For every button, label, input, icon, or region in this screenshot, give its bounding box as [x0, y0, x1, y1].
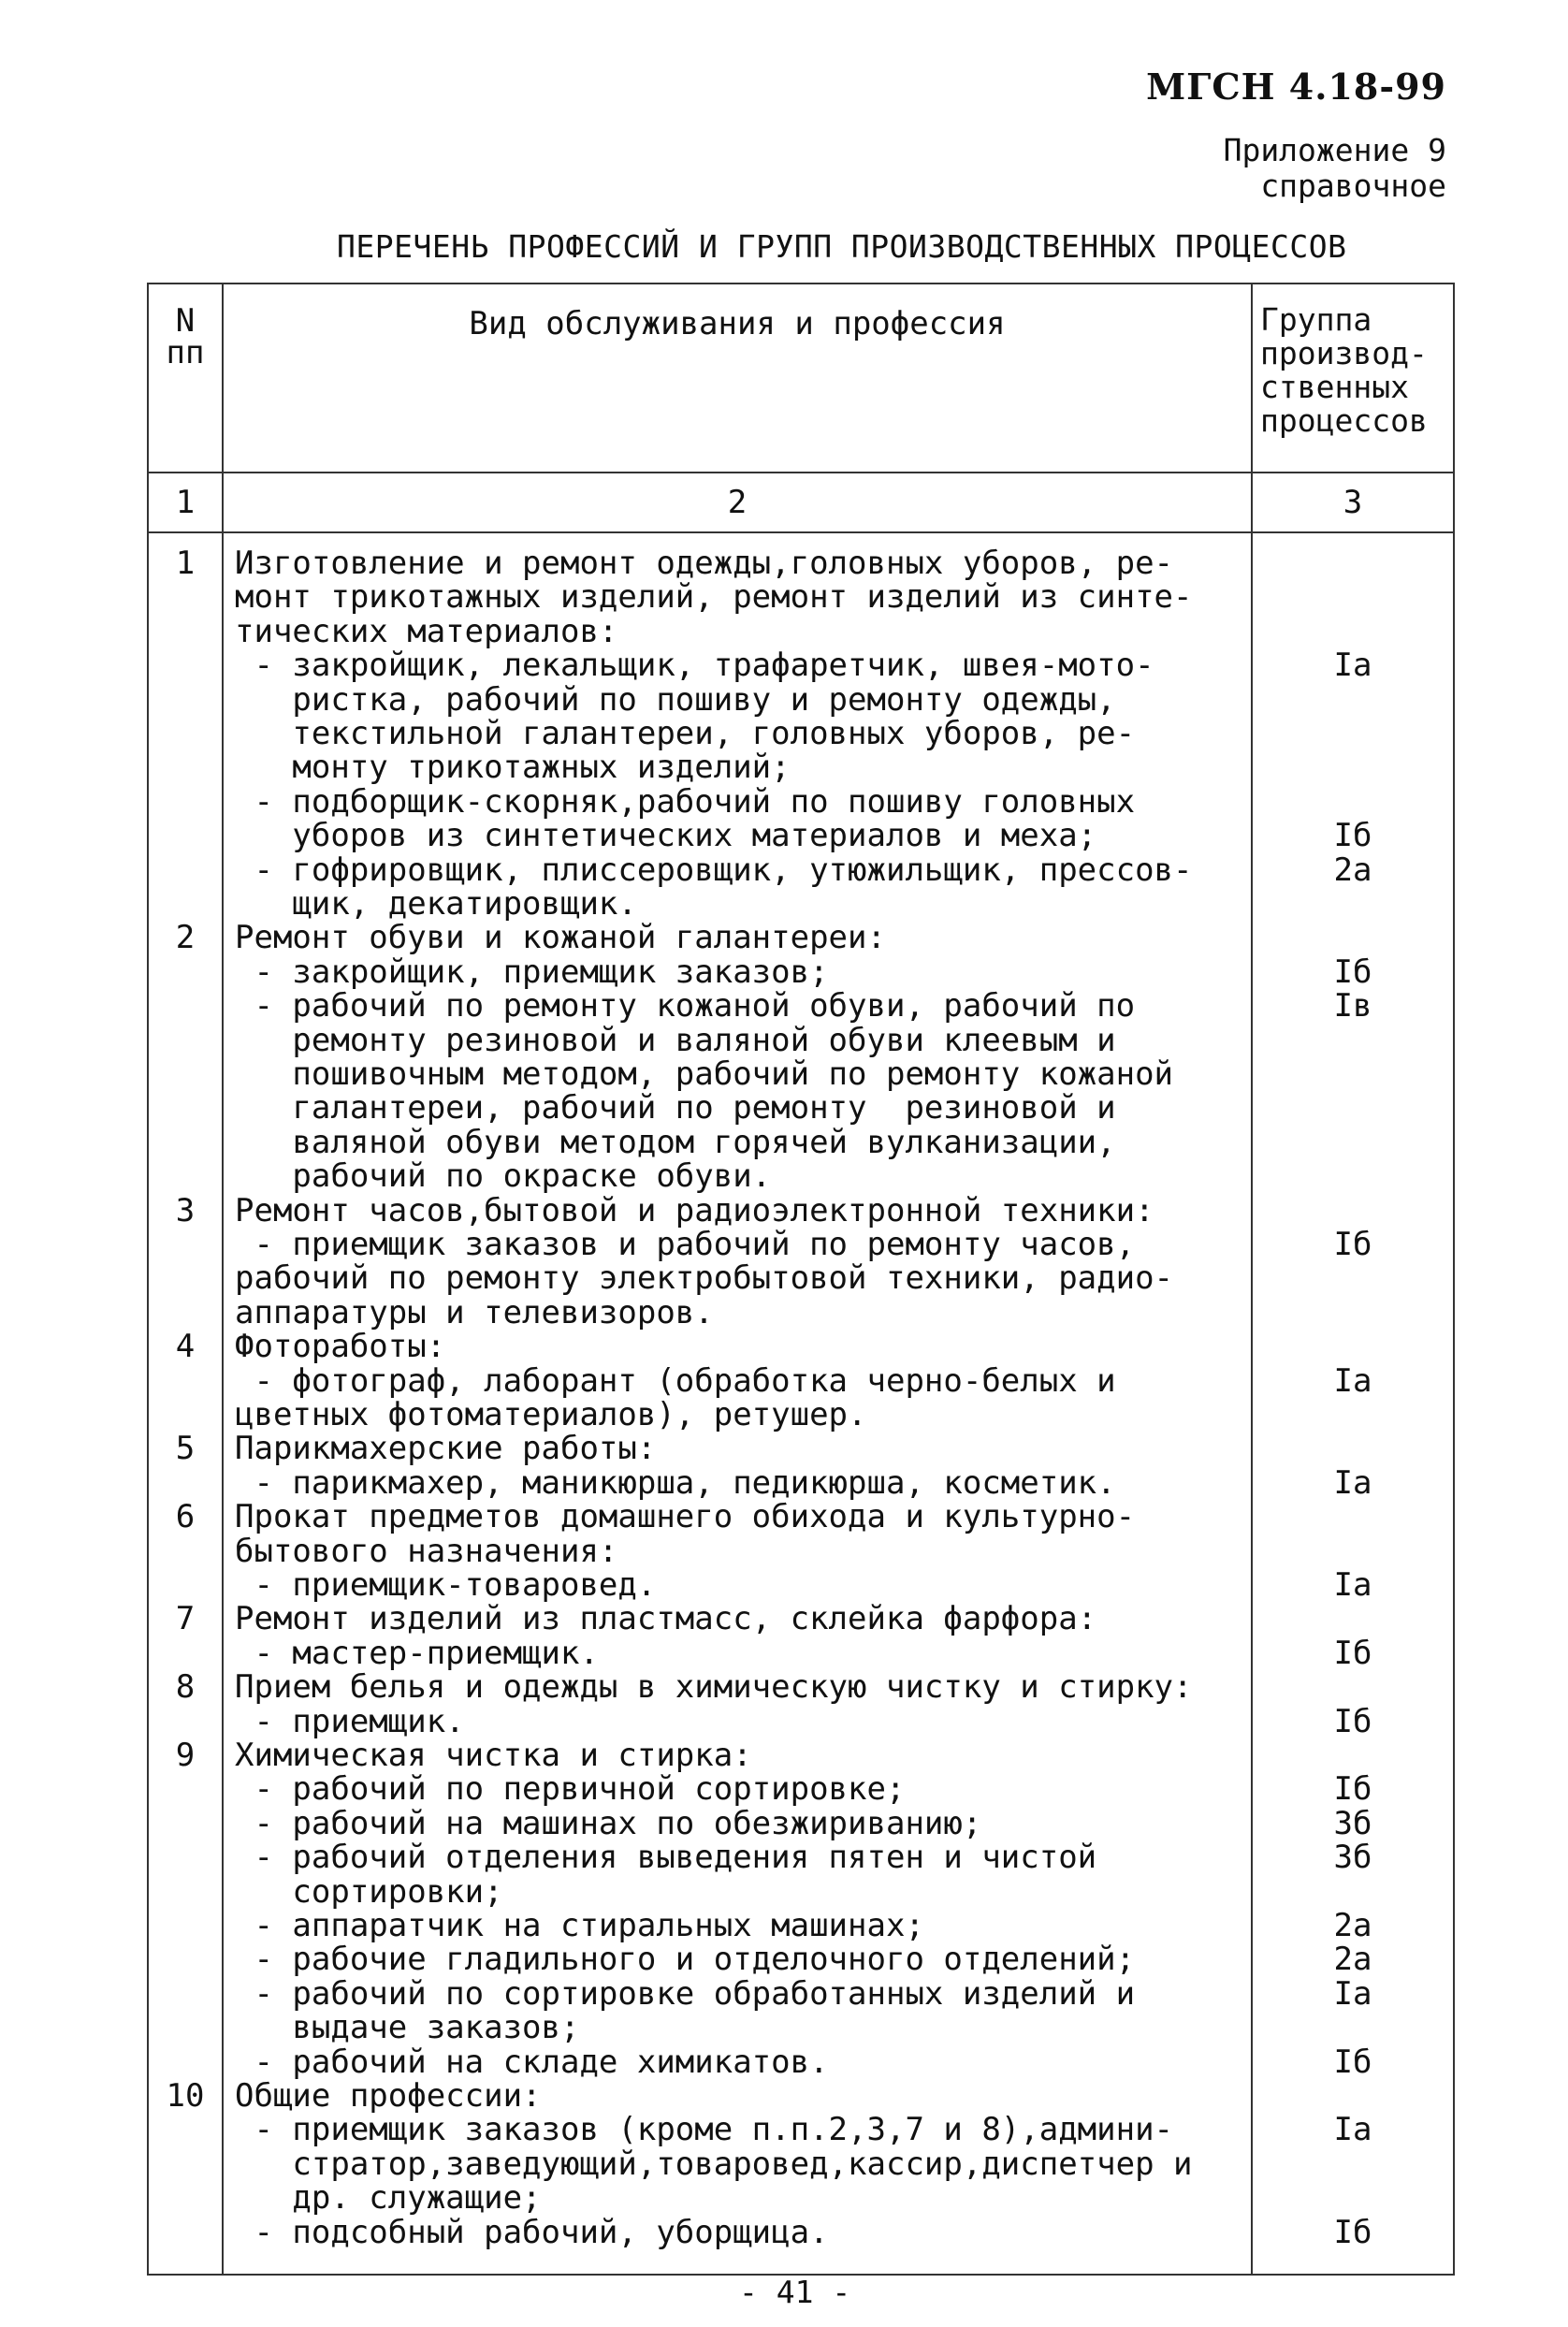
header-group-line: процессов [1260, 402, 1428, 439]
page-title: ПЕРЕЧЕНЬ ПРОФЕССИЙ И ГРУПП ПРОИЗВОДСТВЕННЫХ ПРОЦЕССОВ [337, 228, 1347, 265]
group-code [1253, 1875, 1453, 1909]
service-text-line: - фотограф, лаборант (обработка черно-белых и [235, 1361, 1116, 1400]
item-number [149, 615, 222, 648]
group-code: 2а [1333, 1907, 1372, 1944]
item-number: 2 [175, 919, 196, 957]
item-number [149, 2113, 222, 2146]
service-text-line: Химическая чистка и стирка: [235, 1737, 752, 1774]
column-number-row [148, 473, 1454, 532]
group-code [1253, 1602, 1453, 1636]
service-text-line: - мастер-приемщик. [235, 1634, 599, 1672]
appendix-label [1224, 133, 1446, 204]
item-number [149, 2147, 222, 2181]
item-number: 3 [175, 1191, 196, 1229]
header-group-line: ственных [1260, 369, 1409, 405]
header-number [148, 284, 223, 473]
item-number [149, 683, 222, 717]
group-code [1253, 2181, 1453, 2215]
item-number: 4 [175, 1328, 196, 1366]
group-code [1253, 1159, 1453, 1193]
group-code [1253, 785, 1453, 819]
column-number: 2 [223, 473, 1252, 532]
service-text-line: - аппаратчик на стиральных машинах; [235, 1907, 924, 1944]
group-code [1253, 2147, 1453, 2181]
item-number: 10 [166, 2077, 205, 2115]
service-text-line: - рабочий отделения выведения пятен и чистой [235, 1839, 1097, 1877]
group-code [1253, 1670, 1453, 1704]
document-code: МГСН 4.18-99 [1146, 65, 1446, 108]
header-service: Вид обслуживания и профессия [223, 284, 1252, 473]
group-code [1253, 1024, 1453, 1057]
group-code: Iб [1333, 953, 1372, 991]
group-code [1253, 750, 1453, 784]
service-text-line: Ремонт часов,бытовой и радиоэлектронной техники: [235, 1191, 1154, 1229]
item-number [149, 1705, 222, 1738]
item-number [149, 2045, 222, 2079]
group-code [1253, 615, 1453, 648]
service-text-line: - рабочие гладильного и отделочного отделений; [235, 1941, 1136, 1979]
item-number [149, 1228, 222, 1261]
group-code [1253, 1738, 1453, 1772]
group-code [1253, 717, 1453, 750]
service-text-line: - рабочий на складе химикатов. [235, 2043, 829, 2081]
service-text-line: - рабочий на машинах по обезжириванию; [235, 1804, 982, 1842]
service-text-line: бытового назначения: [235, 1532, 618, 1570]
service-text-line: - гофрировщик, плиссеровщик, утюжильщик, прессов- [235, 851, 1193, 889]
service-text-line: валяной обуви методом горячей вулканизации, [235, 1123, 1116, 1161]
item-number [149, 1942, 222, 1976]
item-number [149, 1909, 222, 1942]
service-text-line: монт трикотажных изделий, ремонт изделий из синте- [235, 578, 1193, 617]
group-code [1253, 1398, 1453, 1432]
service-text-line: выдаче заказов; [235, 2009, 580, 2047]
item-number [149, 1534, 222, 1568]
header-group [1252, 284, 1454, 473]
service-text-line: - закройщик, приемщик заказов; [235, 953, 829, 991]
group-code [1253, 1194, 1453, 1228]
item-number: 7 [175, 1600, 196, 1638]
item-number [149, 1057, 222, 1091]
item-number [149, 717, 222, 750]
group-code [1253, 1432, 1453, 1465]
service-text-line: уборов из синтетических материалов и меха; [235, 817, 1097, 855]
group-code [1253, 1261, 1453, 1295]
service-text-line: др. служащие; [235, 2179, 542, 2218]
service-text-line: Фотоработы: [235, 1328, 446, 1366]
item-number: 9 [175, 1737, 196, 1774]
item-number [149, 1159, 222, 1193]
item-number [149, 819, 222, 852]
service-text-line: стратор,заведующий,товаровед,кассир,диспетчер и [235, 2145, 1193, 2183]
group-code [1253, 1500, 1453, 1534]
group-code: 2а [1333, 1941, 1372, 1979]
group-code: Iа [1333, 1361, 1372, 1400]
group-code: 3б [1333, 1839, 1372, 1877]
item-number: 5 [175, 1430, 196, 1468]
item-number [149, 1126, 222, 1159]
header-group-line: Группа [1260, 301, 1372, 338]
item-number [149, 1840, 222, 1874]
item-number [149, 1296, 222, 1330]
group-code: Iа [1333, 1566, 1372, 1604]
service-text-line: - закройщик, лекальщик, трафаретчик, швея-мото- [235, 647, 1154, 685]
service-text-line: Прием белья и одежды в химическую чистку и стирку: [235, 1668, 1193, 1707]
group-code [1253, 1534, 1453, 1568]
service-text-line: тических материалов: [235, 612, 618, 650]
group-code [1253, 580, 1453, 614]
item-number [149, 1261, 222, 1295]
group-code: Iб [1333, 1634, 1372, 1672]
group-code: Iб [1333, 1702, 1372, 1740]
service-text-line: - рабочий по сортировке обработанных изделий и [235, 1974, 1136, 2013]
service-text-line: ристка, рабочий по пошиву и ремонту одежды, [235, 680, 1116, 719]
item-number [149, 1091, 222, 1125]
header-number-line: N [175, 302, 196, 340]
table-body-row [148, 532, 1454, 2275]
item-number [149, 785, 222, 819]
page-number: - 41 - [739, 2274, 851, 2310]
item-number [149, 1398, 222, 1432]
group-code: Iб [1333, 2043, 1372, 2081]
group-code: Iа [1333, 1463, 1372, 1502]
group-code [1253, 1091, 1453, 1125]
column-number: 3 [1252, 473, 1454, 532]
service-text-line: - парикмахер, маникюрша, педикюрша, косметик. [235, 1463, 1116, 1502]
service-column [223, 532, 1252, 2275]
appendix-type: справочное [1260, 167, 1446, 204]
service-text-line: - рабочий по первичной сортировке; [235, 1770, 906, 1809]
service-text-line: ремонту резиновой и валяной обуви клеевым и [235, 1021, 1116, 1059]
service-text-line: - приемщик заказов (кроме п.п.2,3,7 и 8),админи- [235, 2111, 1174, 2149]
service-text-line: - приемщик-товаровед. [235, 1566, 657, 1604]
group-code [1253, 683, 1453, 717]
service-text-line: текстильной галантереи, головных уборов, ре- [235, 715, 1136, 752]
item-number [149, 887, 222, 921]
service-text-line: Ремонт изделий из пластмасс, склейка фарфора: [235, 1600, 1097, 1638]
item-number: 6 [175, 1498, 196, 1536]
group-code: Iб [1333, 1226, 1372, 1263]
item-number [149, 648, 222, 682]
group-code [1253, 2079, 1453, 2113]
service-text-line: Общие профессии: [235, 2077, 542, 2115]
group-code: Iа [1333, 2111, 1372, 2149]
group-code: Iа [1333, 647, 1372, 685]
service-text-line: - приемщик. [235, 1702, 465, 1740]
group-code: Iб [1333, 2213, 1372, 2251]
item-number [149, 1772, 222, 1806]
service-text-line: цветных фотоматериалов), ретушер. [235, 1396, 867, 1433]
service-text-line: Изготовление и ремонт одежды,головных уборов, ре- [235, 545, 1174, 582]
group-code [1253, 1126, 1453, 1159]
service-text-line: Ремонт обуви и кожаной галантереи: [235, 919, 886, 957]
professions-table [147, 283, 1455, 2276]
item-number: 8 [175, 1668, 196, 1707]
item-number [149, 2011, 222, 2044]
group-code: Iб [1333, 1770, 1372, 1809]
column-number: 1 [148, 473, 223, 532]
service-text-line: - подсобный рабочий, уборщица. [235, 2213, 829, 2251]
service-text-line: Прокат предметов домашнего обихода и культурно- [235, 1498, 1136, 1536]
group-code: 3б [1333, 1804, 1372, 1842]
service-text-line: рабочий по окраске обуви. [235, 1157, 772, 1196]
service-text-line: галантереи, рабочий по ремонту резиновой и [235, 1089, 1116, 1127]
group-code: Iб [1333, 817, 1372, 855]
group-code [1253, 546, 1453, 580]
number-column [148, 532, 223, 2275]
service-text-line: - подборщик-скорняк,рабочий по пошиву головных [235, 782, 1136, 821]
header-number-line: пп [166, 334, 205, 371]
item-number [149, 2216, 222, 2249]
item-number [149, 1875, 222, 1909]
service-text-line: сортировки; [235, 1872, 503, 1911]
item-number [149, 1466, 222, 1500]
item-number [149, 580, 222, 614]
item-number [149, 2181, 222, 2215]
group-code [1253, 887, 1453, 921]
item-number [149, 1636, 222, 1670]
item-number [149, 750, 222, 784]
item-number [149, 853, 222, 887]
group-code [1253, 1296, 1453, 1330]
group-code: Iа [1333, 1974, 1372, 2013]
group-column [1252, 532, 1454, 2275]
item-number [149, 1024, 222, 1057]
table-header-row [148, 284, 1454, 473]
item-number [149, 989, 222, 1023]
item-number [149, 1568, 222, 1602]
service-text-line: пошивочным методом, рабочий по ремонту кожаной [235, 1055, 1174, 1093]
item-number [149, 1807, 222, 1840]
group-code: Iв [1333, 987, 1372, 1025]
group-code: 2а [1333, 851, 1372, 889]
service-text-line: рабочий по ремонту электробытовой техники, радио- [235, 1259, 1174, 1298]
item-number: 1 [175, 545, 196, 582]
appendix-number: Приложение 9 [1223, 132, 1446, 168]
header-group-line: производ- [1260, 335, 1428, 371]
service-text-line: Парикмахерские работы: [235, 1430, 657, 1468]
service-text-line: щик, декатировщик. [235, 885, 637, 923]
service-text-line: аппаратуры и телевизоров. [235, 1293, 714, 1331]
service-text-line: - приемщик заказов и рабочий по ремонту часов, [235, 1226, 1136, 1263]
service-text-line: монту трикотажных изделий; [235, 749, 791, 787]
group-code [1253, 921, 1453, 954]
group-code [1253, 1330, 1453, 1363]
item-number [149, 1364, 222, 1398]
service-text-line: - рабочий по ремонту кожаной обуви, рабочий по [235, 987, 1136, 1025]
item-number [149, 1977, 222, 2011]
group-code [1253, 2011, 1453, 2044]
group-code [1253, 1057, 1453, 1091]
item-number [149, 955, 222, 989]
